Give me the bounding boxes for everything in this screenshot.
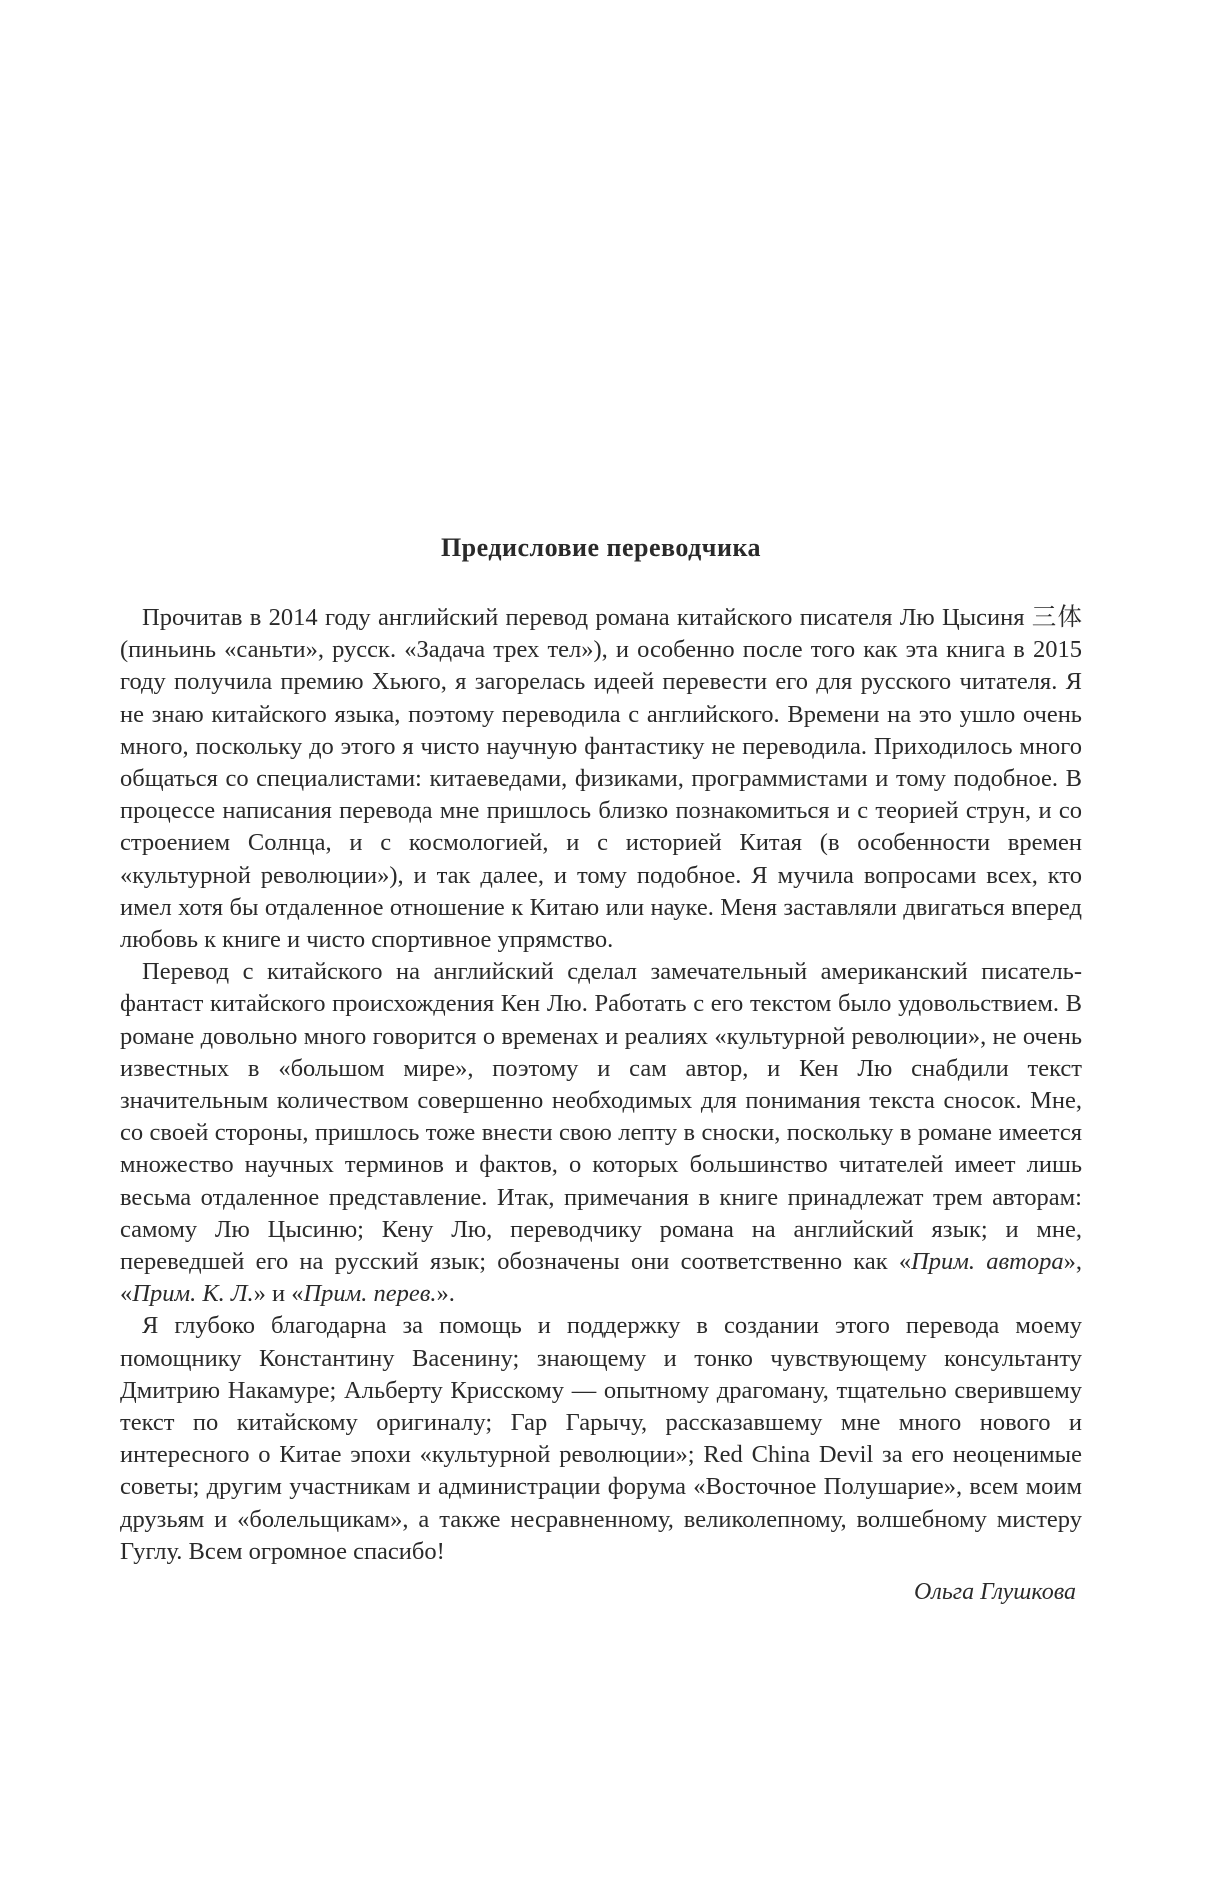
paragraph-2-text: Перевод с китайского на английский сделал замечательный американский писатель-фантаст китайского происхождения Кен Лю. Работать с его текстом было удовольствием. В романе довольно много говорится о временах и реалиях «культурной революции», не очень известных в «большом мире», поэтому и сам автор, и Кен Лю снабдили текст значительным количеством совершенно необходимых для понимания текста сносок. Мне, со своей стороны, пришлось тоже внести свою лепту в сноски, поскольку в романе имеется множество научных терминов и фактов, о которых большинство читателей имеет лишь весьма отдаленное представление. Итак, примечания в книге принадлежат трем авторам: самому Лю Цысиню; Кену Лю, переводчику романа на английский язык; и мне, переведшей его на русский язык; обозначены они соответственно как « (120, 958, 1082, 1276)
paragraph-2-sep-2: » и « (253, 1280, 304, 1308)
paragraph-1 (120, 602, 1082, 956)
paragraph-1-text: Прочитав в 2014 году английский перевод романа китайского писателя Лю Цысиня 三体 (пиньинь «саньти», русск. «Задача трех тел»), и особенно после того как эта книга в 2015 году получила премию Хьюго, я загорелась идеей перевести его для русского читателя. Я не знаю китайского языка, поэтому переводила с английского. Времени на это ушло очень много, поскольку до этого я чисто научную фантастику не переводила. Приходилось много общаться со специалистами: китаеведами, физиками, программистами и тому подобное. В процессе написания перевода мне пришлось близко познакомиться и с теорией струн, и со строением Солнца, и с космологией, и с историей Китая (в особенности времен «культурной революции»), и так далее, и тому подобное. Я мучила вопросами всех, кто имел хотя бы отдаленное отношение к Китаю или науке. Меня заставляли двигаться вперед любовь к книге и чисто спортивное упрямство. (120, 604, 1082, 954)
paragraph-3-text: Я глубоко благодарна за помощь и поддержку в создании этого перевода моему помощнику Константину Васенину; знающему и тонко чувствующему консультанту Дмитрию Накамуре; Альберту Крисскому — опытному драгоману, тщательно сверившему текст по китайскому оригиналу; Гар Гарычу, рассказавшему мне много нового и интересного о Китае эпохи «культурной революции»; Red China Devil за его неоценимые советы; другим участникам и администрации форума «Восточное Полушарие», всем моим друзьям и «болельщикам», а также несравненному, великолепному, волшебному мистеру Гуглу. Всем огромное спасибо! (120, 1312, 1082, 1565)
paragraph-2-end: ». (436, 1280, 455, 1308)
preface-content (120, 532, 1082, 1608)
note-kl-label: Прим. К. Л. (132, 1280, 254, 1308)
paragraph-2-sep-1: », « (120, 1248, 1082, 1308)
note-author-label: Прим. автора (911, 1248, 1064, 1276)
note-translator-label: Прим. перев. (303, 1280, 437, 1308)
paragraph-3 (120, 1310, 1082, 1568)
paragraph-2 (120, 956, 1082, 1310)
translator-signature: Ольга Глушкова (914, 1579, 1076, 1606)
page-title: Предисловие переводчика (440, 533, 762, 562)
